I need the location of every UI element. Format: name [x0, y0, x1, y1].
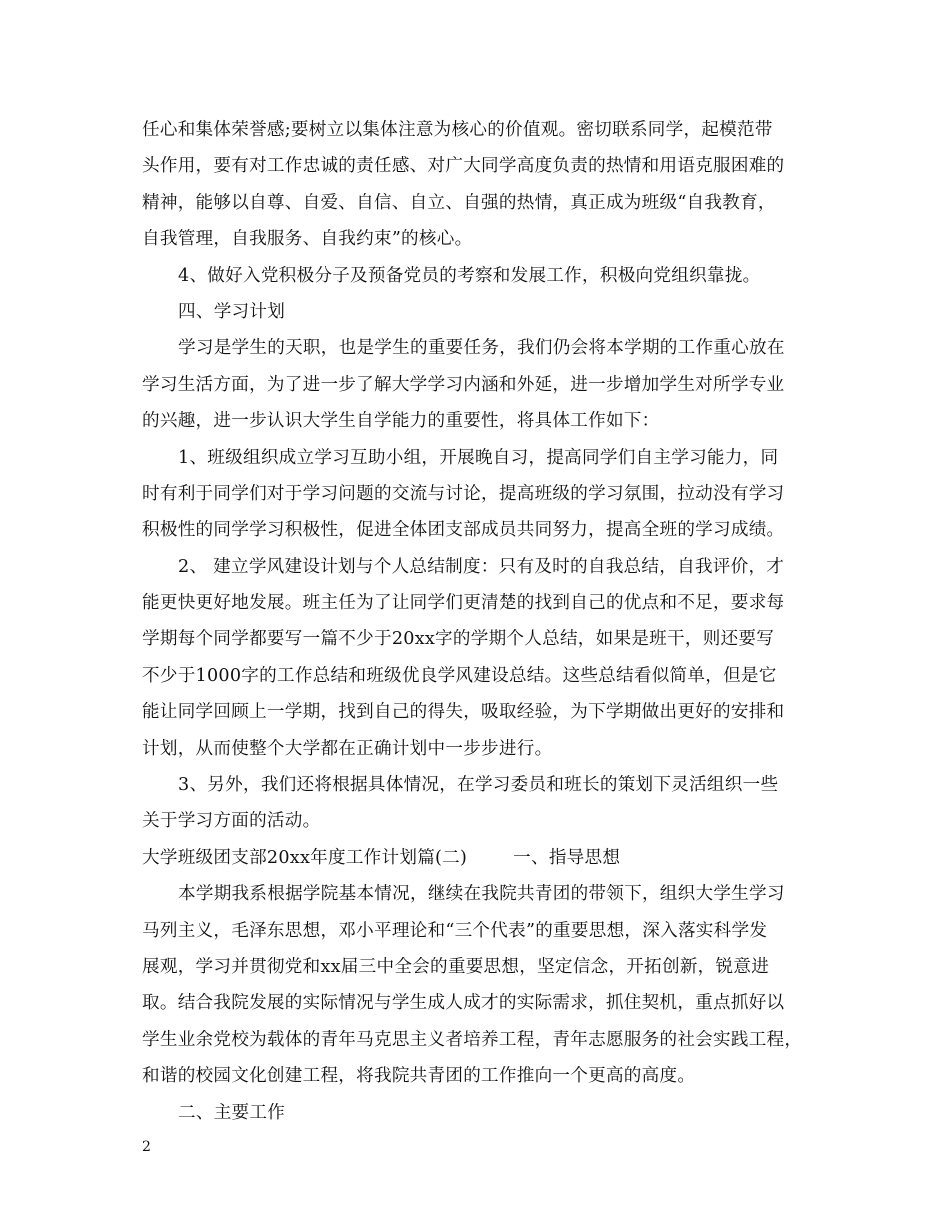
document-body	[142, 112, 822, 1131]
text-line: 学习生活方面，为了进一步了解大学学习内涵和外延，进一步增加学生对所学专业	[142, 374, 785, 395]
text-line: 学生业余党校为载体的青年马克思主义者培养工程，青年志愿服务的社会实践工程，	[142, 1029, 803, 1050]
text-line: 积极性的同学学习积极性，促进全体团支部成员共同努力，提高全班的学习成绩。	[142, 520, 785, 541]
section-title: 大学班级团支部20xx年度工作计划篇(二)	[142, 847, 468, 868]
section-heading: 四、学习计划	[178, 301, 286, 322]
text-line: 本学期我系根据学院基本情况，继续在我院共青团的带领下，组织大学生学习	[178, 884, 785, 905]
text-line: 关于学习方面的活动。	[142, 811, 321, 832]
text-line: 头作用，要有对工作忠诚的责任感、对广大同学高度负责的热情和用语克服困难的	[142, 156, 785, 177]
page-number: 2	[142, 1139, 151, 1155]
text-line: 计划，从而使整个大学都在正确计划中一步步进行。	[142, 738, 553, 759]
text-line: 4、做好入党积极分子及预备党员的考察和发展工作，积极向党组织靠拢。	[178, 265, 761, 286]
section-title-line	[142, 840, 822, 876]
section-heading: 二、主要工作	[178, 1102, 286, 1123]
text-line: 时有利于同学们对于学习问题的交流与讨论，提高班级的学习氛围，拉动没有学习	[142, 483, 785, 504]
text-line: 能更快更好地发展。班主任为了让同学们更清楚的找到自己的优点和不足，要求每	[142, 593, 785, 614]
text-line: 2、 建立学风建设计划与个人总结制度：只有及时的自我总结，自我评价，才	[178, 556, 785, 577]
text-line: 3、另外，我们还将根据具体情况，在学习委员和班长的策划下灵活组织一些	[178, 775, 779, 796]
text-line: 学习是学生的天职，也是学生的重要任务，我们仍会将本学期的工作重心放在	[178, 338, 785, 359]
text-line: 取。结合我院发展的实际情况与学生成人成才的实际需求，抓住契机，重点抓好以	[142, 993, 785, 1014]
text-line: 和谐的校园文化创建工程，将我院共青团的工作推向一个更高的高度。	[142, 1066, 696, 1087]
text-line: 马列主义，毛泽东思想，邓小平理论和“三个代表”的重要思想，深入落实科学发	[142, 920, 768, 941]
text-line: 任心和集体荣誉感;要树立以集体注意为核心的价值观。密切联系同学，起模范带	[142, 120, 773, 140]
text-line: 展观，学习并贯彻党和xx届三中全会的重要思想，坚定信念，开拓创新，锐意进	[142, 956, 770, 977]
text-line: 精神，能够以自尊、自爱、自信、自立、自强的热情，真正成为班级“自我教育，	[142, 192, 776, 213]
section-subtitle: 一、指导思想	[513, 847, 621, 868]
text-line: 1、班级组织成立学习互助小组，开展晚自习，提高同学们自主学习能力，同	[178, 447, 779, 468]
text-line: 的兴趣，进一步认识大学生自学能力的重要性，将具体工作如下：	[142, 411, 660, 432]
text-line: 学期每个同学都要写一篇不少于20xx字的学期个人总结，如果是班干，则还要写	[142, 629, 775, 650]
text-line: 自我管理，自我服务、自我约束”的核心。	[142, 229, 473, 250]
text-line: 能让同学回顾上一学期，找到自己的得失，吸取经验，为下学期做出更好的安排和	[142, 702, 785, 723]
text-line: 不少于1000字的工作总结和班级优良学风建设总结。这些总结看似简单，但是它	[142, 665, 777, 686]
